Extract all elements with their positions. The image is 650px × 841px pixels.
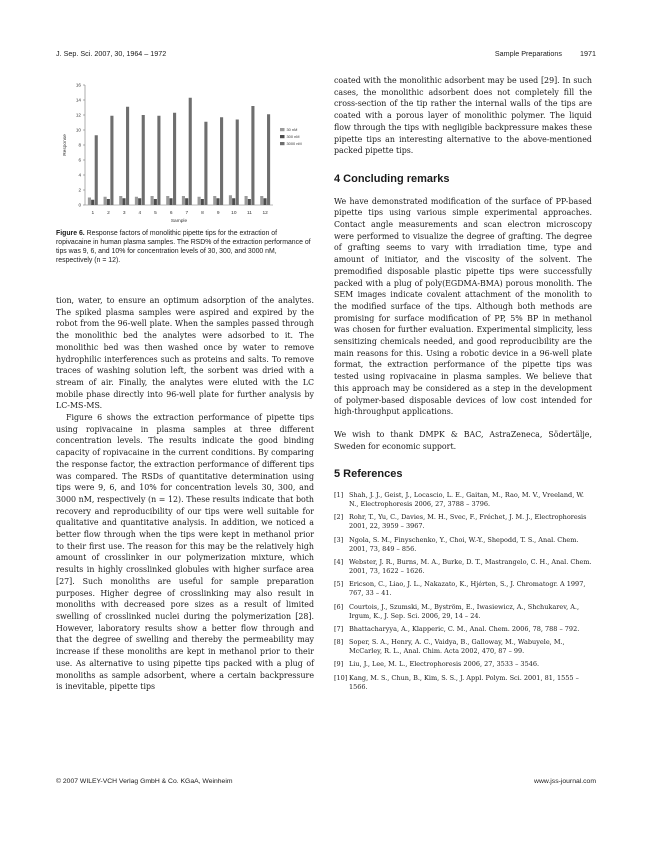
journal-url: www.jss-journal.com [534, 778, 596, 785]
figure-caption-text: Response factors of monolithic pipette tips for the extraction of ropivacaine in human plasma samples. The RSD% of the extraction performance of tips was 9, 6, and 10% for concentration levels of 30, 300, and 3000 nM, respectively (n = 12). [56, 230, 311, 265]
section-heading-conclusion: 4 Concluding remarks [334, 172, 450, 185]
x-tick-label: 1 [91, 211, 95, 216]
bar-3000-nm [157, 116, 160, 205]
y-axis-label: Response [63, 134, 68, 156]
y-tick-label: 16 [75, 82, 81, 88]
x-tick-label: 10 [231, 211, 237, 216]
x-tick-label: 2 [107, 211, 110, 216]
bar-30-nm [182, 196, 185, 205]
figure-6-chart [56, 79, 314, 224]
section-heading-references: 5 References [334, 468, 403, 481]
bar-30-nm [151, 196, 154, 205]
bar-30-nm [104, 197, 107, 205]
header-right [495, 49, 596, 58]
bar-300-nm [91, 200, 94, 205]
bar-300-nm [232, 198, 235, 205]
bar-3000-nm [236, 120, 239, 206]
bar-300-nm [107, 199, 110, 205]
bar-30-nm [245, 196, 248, 205]
x-tick-label: 5 [154, 211, 157, 216]
x-tick-label: 4 [138, 211, 142, 216]
reference-item [334, 558, 592, 576]
y-tick-label: 14 [75, 97, 81, 103]
reference-list [334, 491, 592, 692]
x-tick-label: 12 [262, 211, 268, 216]
bar-3000-nm [110, 116, 113, 205]
bar-300-nm [248, 199, 251, 205]
reference-number: [7] [334, 624, 344, 633]
bar-3000-nm [95, 135, 98, 205]
bar-3000-nm [173, 113, 176, 205]
legend-swatch [280, 142, 285, 145]
bar-3000-nm [267, 114, 270, 205]
bar-300-nm [122, 198, 125, 205]
reference-number: [10] [334, 673, 348, 682]
reference-text: Ngola, S. M., Finyschenko, Y., Choi, W.-Y., Shepodd, T. S., Anal. Chem. 2001, 73, 849 – 856. [349, 535, 579, 553]
legend-label: 30 nM [286, 127, 298, 132]
bar-300-nm [263, 198, 266, 205]
reference-item [334, 580, 592, 598]
bar-30-nm [213, 196, 216, 205]
left-column [56, 295, 314, 693]
legend-label: 3000 nM [286, 141, 302, 146]
figure-label: Figure 6. [56, 230, 85, 237]
reference-text: Liu, J., Lee, M. L., Electrophoresis 2006, 27, 3533 – 3546. [349, 660, 540, 669]
bar-30-nm [119, 196, 122, 205]
x-tick-label: 9 [216, 211, 220, 216]
section-name: Sample Preparations [494, 49, 562, 58]
bar-3000-nm [251, 106, 254, 205]
bar-300-nm [185, 198, 188, 205]
reference-number: [8] [334, 638, 344, 647]
x-tick-label: 6 [169, 211, 173, 216]
y-tick-label: 4 [78, 172, 81, 178]
reference-text: Ericson, C., Liao, J. L., Nakazato, K., Hjérten, S., J. Chromatogr. A 1997, 767, 33 – 41. [349, 580, 586, 598]
reference-number: [6] [334, 602, 344, 611]
reference-number: [4] [334, 557, 344, 566]
reference-item [334, 536, 592, 554]
x-axis-label: Sample [170, 219, 188, 224]
y-tick-label: 2 [78, 187, 81, 193]
bar-30-nm [260, 196, 263, 205]
reference-item [334, 660, 592, 669]
paragraph: We have demonstrated modification of the surface of PP-based pipette tips using various simple experimental approaches. Contact angle measurements and scan electron microscopy were performed to visualize the degree of grafting. The degree of grafting seems to vary with irradiation time, type and amount of initiator, and the viscosity of the solvent. The premodified disposable plastic pipette tips were successfully packed with a plug of poly(EGDMA-BMA) porous monolith. The SEM images indicate covalent attachment of the monolith to the modified surface of the tips. Although both methods are promising for surface modification of PP, 5% BP in methanol was chosen for further evaluation. Experimental simplicity, less sensitizing chemicals needed, and good reproducibility are the main reasons for this. Using a robotic device in a 96-well plate format, the extraction performance of the pipette tips was tested using ropivacaine in plasma samples. We believe that this approach may be considered as a step in the development of polymer-based disposable devices of low cost intended for high-throughput applications. [334, 196, 592, 417]
y-tick-label: 8 [78, 142, 81, 148]
bar-3000-nm [204, 122, 207, 205]
acknowledgement: We wish to thank DMPK & BAC, AstraZeneca, Södertälje, Sweden for economic support. [334, 429, 592, 451]
reference-text: Bhattacharyya, A., Klapperic, C. M., Anal. Chem. 2006, 78, 788 – 792. [349, 624, 580, 633]
reference-text: Rohr, T., Yu, C., Davies, M. H., Svec, F., Fréchet, J. M. J., Electrophoresis 2001, 22, 3959 – 3967. [349, 513, 587, 531]
page-number: 1971 [580, 49, 596, 58]
y-tick-label: 10 [75, 127, 81, 133]
reference-number: [1] [334, 491, 344, 500]
bar-30-nm [166, 196, 169, 205]
legend-swatch [280, 135, 285, 138]
x-tick-label: 8 [201, 211, 204, 216]
reference-text: Courtois, J., Szumski, M., Byström, E., Iwasiewicz, A., Shchukarev, A., Irgum, K., J. Sep. Sci. 2006, 29, 14 – 24. [349, 602, 580, 620]
bar-30-nm [135, 197, 138, 205]
bar-300-nm [216, 198, 219, 205]
bar-30-nm [229, 195, 232, 205]
bar-300-nm [138, 198, 141, 205]
x-tick-label: 11 [247, 211, 252, 216]
bar-30-nm [198, 197, 201, 205]
bar-3000-nm [126, 107, 129, 205]
paragraph: tion, water, to ensure an optimum adsorption of the analytes. The spiked plasma samples were aspired and expired by the robot from the 96-well plate. When the samples passed through the monolithic bed the analytes were adsorbed to it. The monolithic bed was then washed once by water to remove hydrophilic interferences such as proteins and salts. To remove traces of washing solution left, the sorbent was dried with a stream of air. Finally, the analytes were eluted with the LC mobile phase directly into 96-well plate for further analysis by LC-MS-MS. [56, 296, 314, 411]
bar-300-nm [154, 199, 157, 205]
bar-300-nm [201, 199, 204, 205]
paragraph: Figure 6 shows the extraction performance of pipette tips using ropivacaine in plasma samples at three different concentration levels. The results indicate the good binding capacity of ropivacaine in the current conditions. By comparing the response factor, the extraction performance of different tips was compared. The RSDs of quantitative determination using tips were 9, 6, and 10% for concentration levels 30, 300, and 3000 nM, respectively (n = 12). These results indicate that both recovery and reproducibility of our tips were well suitable for qualitative and quantitative analysis. In addition, we noticed a better flow through when the tips were kept in methanol prior to their first use. The reason for this may be the relatively high amount of crosslinker in our polymerization mixture, which results in highly crosslinked globules with higher surface area [27]. Such monoliths are useful for sample preparation purposes. Higher degree of crosslinking may also result in monoliths with decreased pore sizes as a result of limited swelling of crosslinked nuclei during the polymerization [28]. However, laboratory results show a better flow through and that the degree of swelling and thereby the permeability may increase if these monoliths are kept in methanol prior to their use. As alternative to using pipette tips packed with a plug of monoliths as sample adsorbent, where a certain backpressure is inevitable, pipette tips [56, 413, 314, 692]
journal-citation: J. Sep. Sci. 2007, 30, 1964 – 1972 [56, 49, 167, 58]
x-tick-label: 7 [185, 211, 189, 216]
copyright-notice: © 2007 WILEY-VCH Verlag GmbH & Co. KGaA, Weinheim [56, 778, 233, 785]
bar-30-nm [88, 198, 91, 206]
legend-label: 300 nM [286, 134, 300, 139]
x-tick-label: 3 [122, 211, 126, 216]
reference-item [334, 603, 592, 621]
reference-text: Shah, J. J., Geist, J., Locascio, L. E., Gaitan, M., Rao, M. V., Vreeland, W. N., Electrophoresis 2006, 27, 3788 – 3796. [349, 491, 584, 509]
bar-chart [56, 79, 314, 224]
paragraph: coated with the monolithic adsorbent may be used [29]. In such cases, the monolithic adsorbent does not completely fill the cross-section of the tip rather the internal walls of the tips are coated with a porous layer of monolithic polymer. The liquid flow through the tips with negligible backpressure makes these pipette tips an interesting alternative to the above-mentioned packed pipette tips. [334, 76, 592, 156]
reference-item [334, 491, 592, 509]
y-tick-label: 0 [78, 202, 81, 208]
bar-300-nm [169, 198, 172, 205]
reference-text: Kang, M. S., Chun, B., Kim, S. S., J. Appl. Polym. Sci. 2001, 81, 1555 – 1566. [349, 673, 579, 691]
bar-3000-nm [189, 98, 192, 205]
reference-number: [9] [334, 660, 344, 669]
reference-item [334, 674, 592, 692]
bar-3000-nm [220, 117, 223, 205]
right-column [334, 75, 592, 696]
y-tick-label: 6 [78, 157, 81, 163]
reference-text: Webster, J. R., Burns, M. A., Burke, D. T., Mastrangelo, C. H., Anal. Chem. 2001, 73, 1622 – 1626. [349, 557, 592, 575]
page-header [56, 49, 596, 61]
figure-caption [56, 229, 314, 265]
y-tick-label: 12 [75, 112, 81, 118]
reference-text: Soper, S. A., Henry, A. C., Vaidya, B., Galloway, M., Wabuyele, M., McCarley, R. L., Anal. Chim. Acta 2002, 470, 87 – 99. [349, 638, 565, 656]
reference-number: [2] [334, 513, 344, 522]
reference-number: [3] [334, 535, 344, 544]
reference-item [334, 513, 592, 531]
legend-swatch [280, 128, 285, 131]
reference-item [334, 638, 592, 656]
bar-3000-nm [142, 115, 145, 205]
reference-item [334, 625, 592, 634]
reference-number: [5] [334, 580, 344, 589]
